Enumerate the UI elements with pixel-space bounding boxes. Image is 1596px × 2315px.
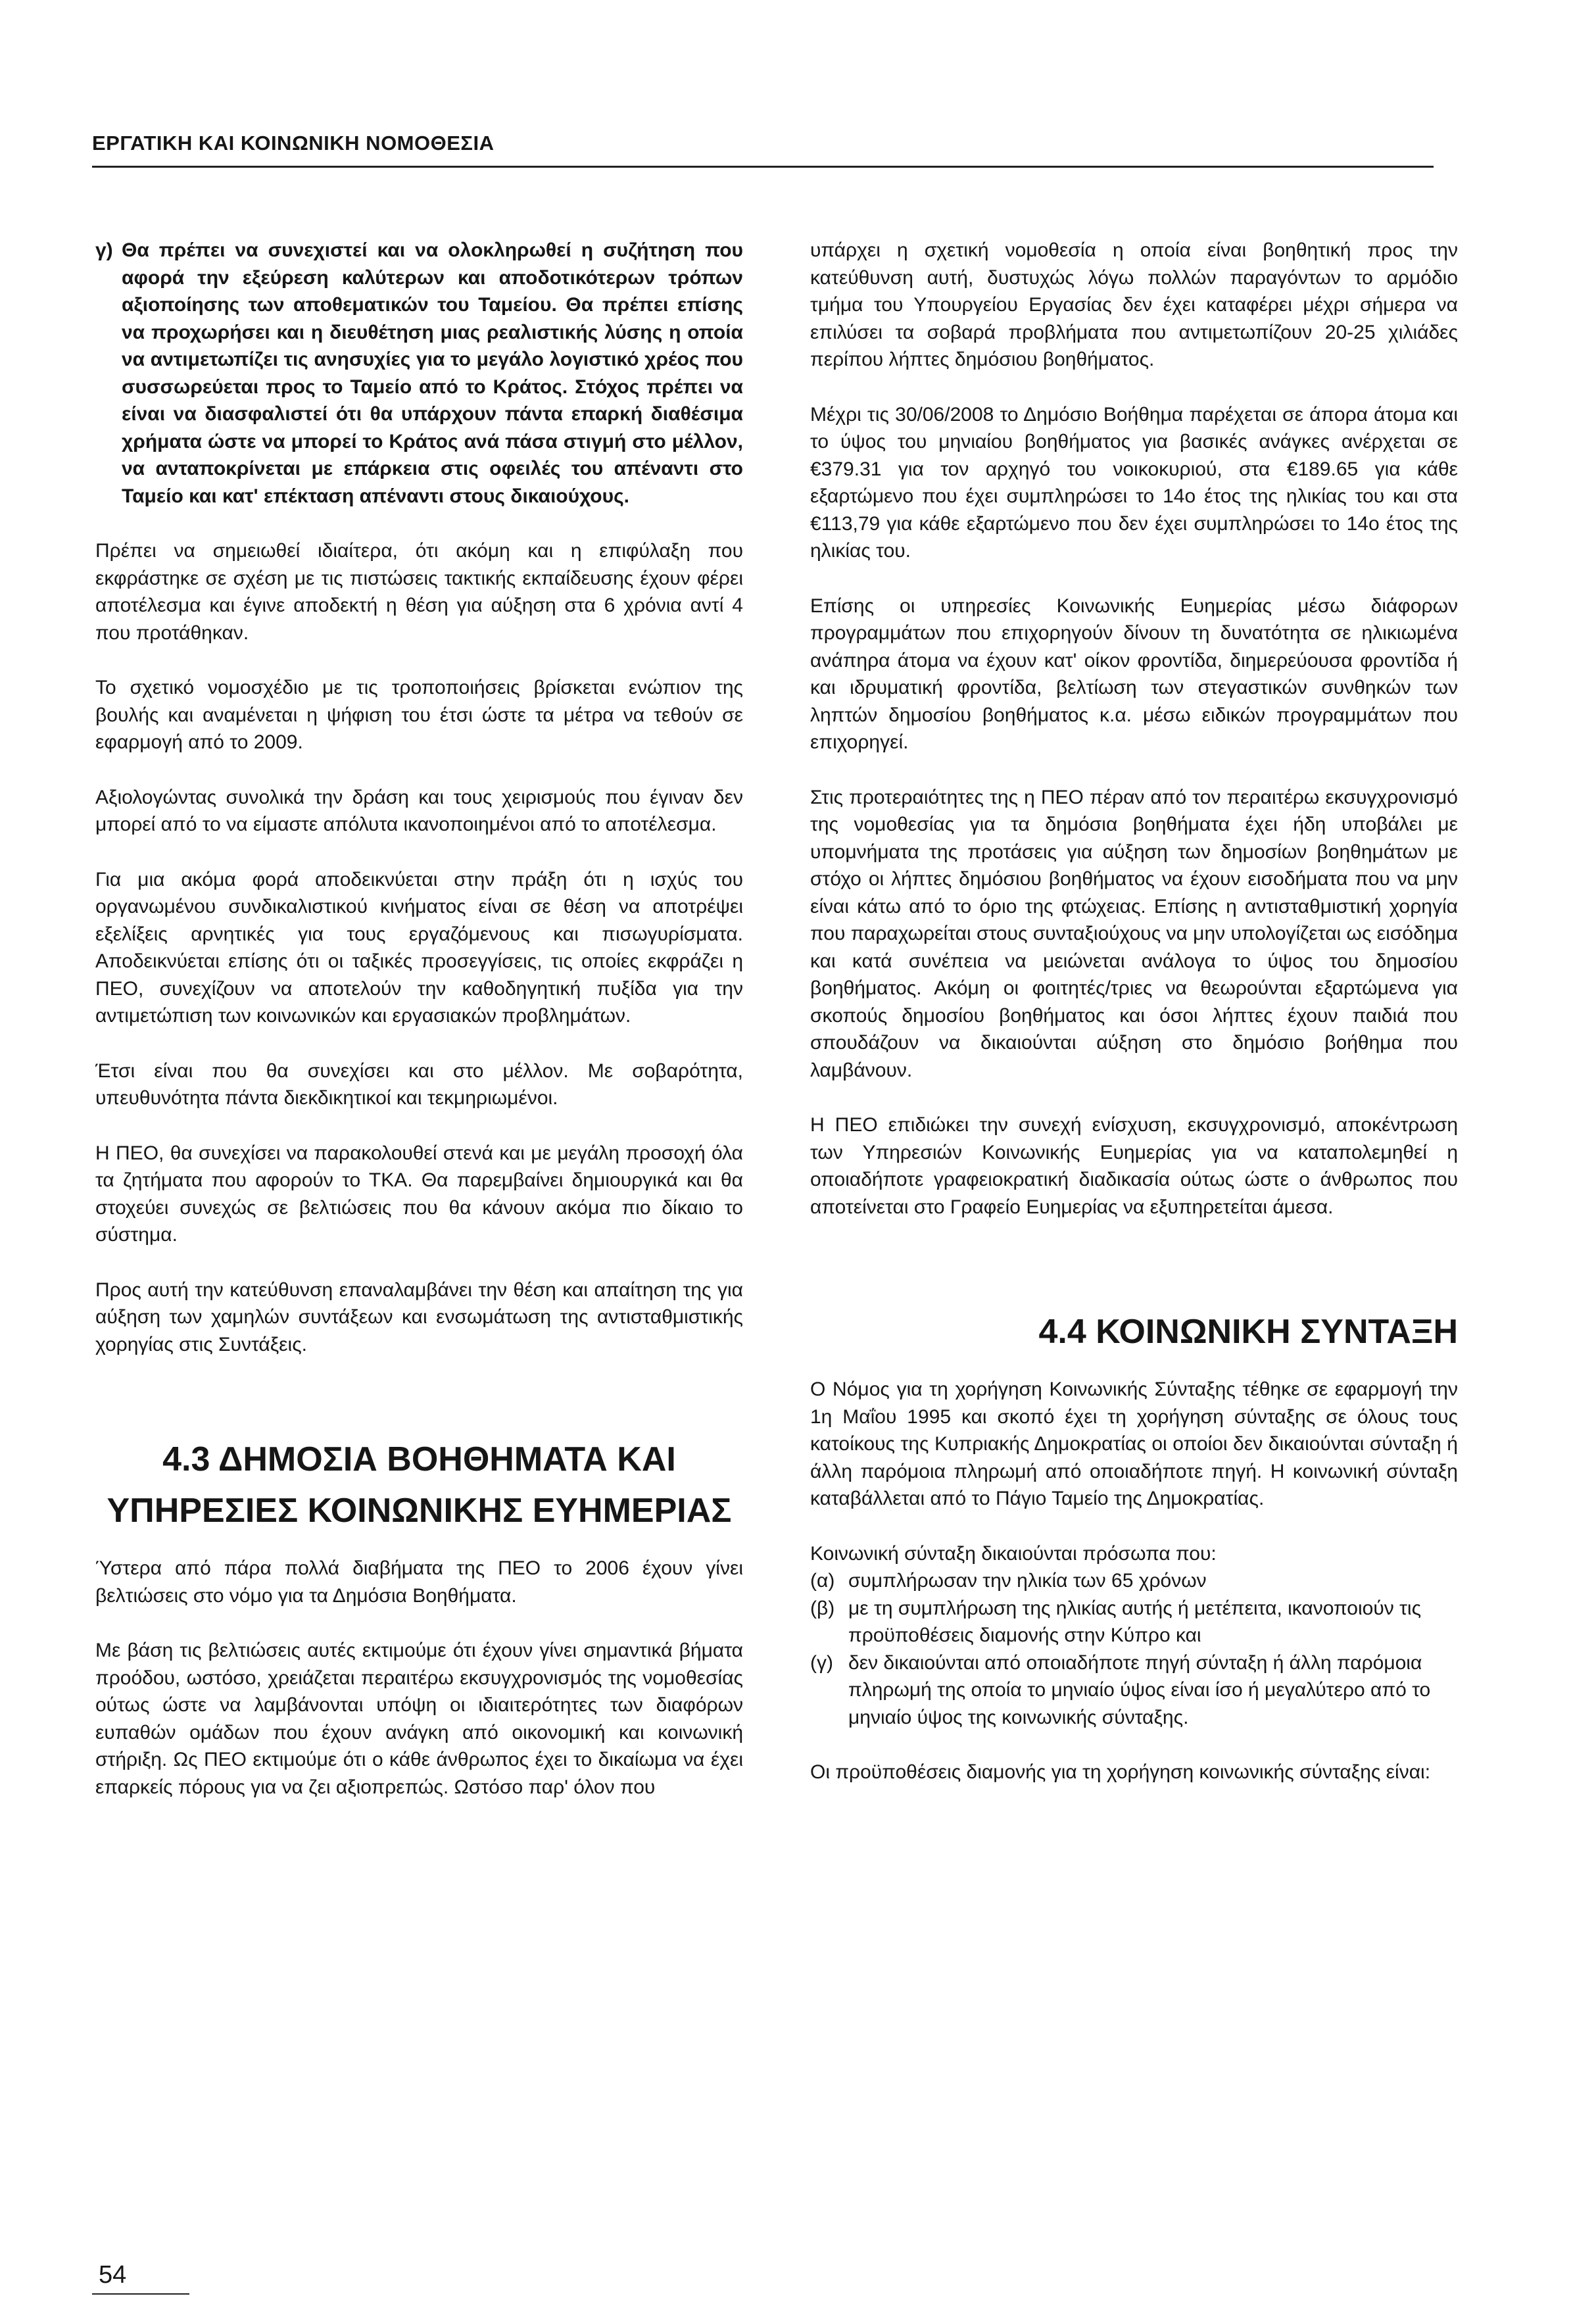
paragraph: Για μια ακόμα φορά αποδεικνύεται στην πράξη ότι η ισχύς του οργανωμένου συνδικαλιστικού κινήματος είναι σε θέση να αποτρέψει εξελίξεις αρνητικές για τους εργαζόμενους και πισωγυρίσματα. Αποδεικνύεται επίσης ότι οι ταξικές προσεγγίσεις, τις οποίες εκφράζει η ΠΕΟ, συνεχίζουν να αποτελούν την καθοδηγητική πυξίδα για την αντιμετώπιση των κοινωνικών και εργασιακών προβλημάτων. — [95, 868, 743, 1027]
list-item-text: δεν δικαιούνται από οποιαδήποτε πηγή σύνταξη ή άλλη παρόμοια πληρωμή της οποία το μηνιαίο ύψος είναι ίσο ή μεγαλύτερο από το μηνιαίο ύψος της κοινωνικής σύνταξης. — [848, 1651, 1431, 1728]
paragraph: Έτσι είναι που θα συνεχίσει και στο μέλλον. Με σοβαρότητα, υπευθυνότητα πάντα διεκδικητικοί και τεκμηριωμένοι. — [95, 1060, 743, 1109]
list-item — [810, 1595, 1458, 1649]
paragraph: Ύστερα από πάρα πολλά διαβήματα της ΠΕΟ το 2006 έχουν γίνει βελτιώσεις στο νόμο για τα Δημόσια Βοηθήματα. — [95, 1557, 743, 1607]
paragraph: Στις προτεραιότητες της η ΠΕΟ πέραν από τον περαιτέρω εκσυγχρονισμό της νομοθεσίας για τα δημόσια βοηθήματα έχει ήδη υποβάλει με υπομνήματα της προτάσεις για αύξηση των δημοσίων βοηθημάτων με στόχο οι λήπτες δημόσιου βοηθήματος να έχουν εισοδήματα που να μην είναι κάτω από το όριο της φτώχειας. Επίσης η αντισταθμιστική χορηγία που παραχωρείται στους συνταξιούχους να μην υπολογίζεται ως εισόδημα και κατά συνέπεια να μειώνεται ανάλογα το ύψος του δημοσίου βοηθήματος. Ακόμη οι φοιτητές/τριες να θεωρούνται εξαρτώμενα για σκοπούς δημοσίου βοηθήματος και όσοι λήπτες έχουν παιδιά που σπουδάζουν να δικαιούνται αύξηση στο δημόσιο βοήθημα που λαμβάνουν. — [810, 786, 1459, 1081]
paragraph: Προς αυτή την κατεύθυνση επαναλαμβάνει την θέση και απαίτηση της για αύξηση των χαμηλών συντάξεων και ενσωμάτωση της αντισταθμιστικής χορηγίας στις Συντάξεις. — [95, 1279, 743, 1355]
paragraph: Πρέπει να σημειωθεί ιδιαίτερα, ότι ακόμη και η επιφύλαξη που εκφράστηκε σε σχέση με τις πιστώσεις τακτικής εκπαίδευσης έχουν φέρει αποτέλεσμα και έγινε αποδεκτή η θέση για αύξηση στα 6 χρόνια αντί 4 που προτάθηκαν. — [95, 540, 743, 644]
intro-item — [95, 237, 743, 510]
paragraph: Ο Νόμος για τη χορήγηση Κοινωνικής Σύνταξης τέθηκε σε εφαρμογή την 1η Μαΐου 1995 και σκοπό έχει τη χορήγηση σύνταξης σε όλους τους κατοίκους της Κυπριακής Δημοκρατίας οι οποίοι δεν δικαιούνται σύνταξη ή άλλη παρόμοια πληρωμή από οποιαδήποτε πηγή. Η κοινωνική σύνταξη καταβάλλεται από το Πάγιο Ταμείο της Δημοκρατίας. — [810, 1378, 1458, 1509]
list-item — [810, 1567, 1458, 1595]
paragraph: Επίσης οι υπηρεσίες Κοινωνικής Ευημερίας μέσω διάφορων προγραμμάτων που επιχορηγούν δίνουν τη δυνατότητα σε ηλικιωμένα ανάπηρα άτομα να έχουν κατ' οίκον φροντίδα, διημερεύουσα φροντίδα ή και ιδρυματική φροντίδα, βελτίωση των στεγαστικών συνθηκών των ληπτών δημοσίου βοηθήματος κ.α. μέσω ειδικών προγραμμάτων που επιχορηγεί. — [810, 595, 1458, 753]
page-number: 54 — [99, 2261, 127, 2289]
paragraph: Με βάση τις βελτιώσεις αυτές εκτιμούμε ότι έχουν γίνει σημαντικά βήματα προόδου, ωστόσο, χρειάζεται περαιτέρω εκσυγχρονισμός της νομοθεσίας ούτως ώστε να λαμβάνονται υπόψη οι ιδιαιτερότητες των διαφόρων ευπαθών ομάδων που έχουν ανάγκη από οικονομική και κοινωνική στήριξη. Ως ΠΕΟ εκτιμούμε ότι ο κάθε άνθρωπος έχει το δικαίωμα να έχει επαρκείς πόρους για να ζει αξιοπρεπώς. Ωστόσο παρ' όλον που — [95, 1640, 743, 1798]
left-column — [95, 237, 743, 1828]
intro-text: Θα πρέπει να συνεχιστεί και να ολοκληρωθεί η συζήτηση που αφορά την εξεύρεση καλύτερων και αποδοτικότερων τρόπων αξιοποίησης των αποθεματικών του Ταμείου. Θα πρέπει επίσης να προχωρήσει και η διευθέτηση μιας ρεαλιστικής λύσης η οποία να αντιμετωπίζει τις ανησυχίες για το μεγάλο λογιστικό χρέος που συσσωρεύεται προς το Ταμείο από το Κράτος. Στόχος πρέπει να είναι να διασφαλιστεί ότι θα υπάρχουν πάντα επαρκή διαθέσιμα χρήματα ώστε να μπορεί το Κράτος ανά πάσα στιγμή στο μέλλον, να ανταποκρίνεται με επάρκεια στις οφειλές του απέναντι στο Ταμείο και κατ' επέκταση απέναντι στους δικαιούχους. — [122, 239, 743, 507]
section-heading-4-3 — [95, 1434, 743, 1536]
list-item-text: με τη συμπλήρωση της ηλικίας αυτής ή μετέπειτα, ικανοποιούν τις προϋποθέσεις διαμονής στην Κύπρο και — [848, 1597, 1422, 1646]
list-intro: Κοινωνική σύνταξη δικαιούνται πρόσωπα που: — [810, 1542, 1217, 1565]
paragraph: Η ΠΕΟ, θα συνεχίσει να παρακολουθεί στενά και με μεγάλη προσοχή όλα τα ζητήματα που αφορούν το ΤΚΑ. Θα παρεμβαίνει δημιουργικά και θα στοχεύει συνεχώς σε βελτιώσεις που θα κάνουν ακόμα πιο δίκαιο το σύστημα. — [95, 1142, 743, 1246]
running-header: ΕΡΓΑΤΙΚΗ ΚΑΙ ΚΟΙΝΩΝΙΚΗ ΝΟΜΟΘΕΣΙΑ — [92, 132, 495, 155]
paragraph: Οι προϋποθέσεις διαμονής για τη χορήγηση κοινωνικής σύνταξης είναι: — [810, 1761, 1431, 1783]
section-heading-line: ΥΠΗΡΕΣΙΕΣ ΚΟΙΝΩΝΙΚΗΣ ΕΥΗΜΕΡΙΑΣ — [107, 1492, 732, 1530]
section-heading-4-4: 4.4 ΚΟΙΝΩΝΙΚΗ ΣΥΝΤΑΞΗ — [1038, 1313, 1458, 1351]
paragraph: Μέχρι τις 30/06/2008 το Δημόσιο Βοήθημα παρέχεται σε άπορα άτομα και το ύψος του μηνιαίου βοηθήματος για βασικές ανάγκες ανέρχεται σε €379.31 για τον αρχηγό του νοικοκυριού, στα €189.65 για κάθε εξαρτώμενο που έχει συμπληρώσει το 14ο έτος της ηλικίας του και στα €113,79 για κάθε εξαρτώμενο που δεν έχει συμπληρώσει το 14ο έτος της ηλικίας του. — [810, 403, 1458, 562]
section-heading-line: 4.3 ΔΗΜΟΣΙΑ ΒΟΗΘΗΜΑΤΑ ΚΑΙ — [162, 1440, 676, 1478]
eligibility-list — [810, 1540, 1458, 1732]
paragraph: Αξιολογώντας συνολικά την δράση και τους χειρισμούς που έγιναν δεν μπορεί από το να είμαστε απόλυτα ικανοποιημένοι από το αποτέλεσμα. — [95, 786, 743, 835]
header-rule — [92, 166, 1434, 168]
list-item-text: συμπλήρωσαν την ηλικία των 65 χρόνων — [848, 1570, 1207, 1592]
list-item-label: (β) — [810, 1597, 835, 1619]
intro-label: γ) — [95, 239, 113, 261]
page-number-rule — [92, 2293, 189, 2295]
paragraph: Η ΠΕΟ επιδιώκει την συνεχή ενίσχυση, εκσυγχρονισμό, αποκέντρωση των Υπηρεσιών Κοινωνικής Ευημερίας για να καταπολεμηθεί η οποιαδήποτε γραφειοκρατική διαδικασία ούτως ώστε ο άνθρωπος που αποτείνεται στο Γραφείο Ευημερίας να εξυπηρετείται άμεσα. — [810, 1114, 1458, 1218]
right-column — [810, 237, 1458, 1814]
paragraph: Το σχετικό νομοσχέδιο με τις τροποποιήσεις βρίσκεται ενώπιον της βουλής και αναμένεται η ψήφιση του έτσι ώστε τα μέτρα να τεθούν σε εφαρμογή από το 2009. — [95, 677, 743, 753]
list-item — [810, 1649, 1458, 1732]
list-item-label: (γ) — [810, 1651, 833, 1674]
list-item-label: (α) — [810, 1570, 835, 1592]
paragraph: υπάρχει η σχετική νομοθεσία η οποία είναι βοηθητική προς την κατεύθυνση αυτή, δυστυχώς λόγω πολλών παραγόντων το αρμόδιο τμήμα του Υπουργείου Εργασίας δεν έχει καταφέρει μέχρι σήμερα να επιλύσει τα σοβαρά προβλήματα που αντιμετωπίζουν 20-25 χιλιάδες περίπου λήπτες δημόσιου βοηθήματος. — [810, 239, 1458, 370]
